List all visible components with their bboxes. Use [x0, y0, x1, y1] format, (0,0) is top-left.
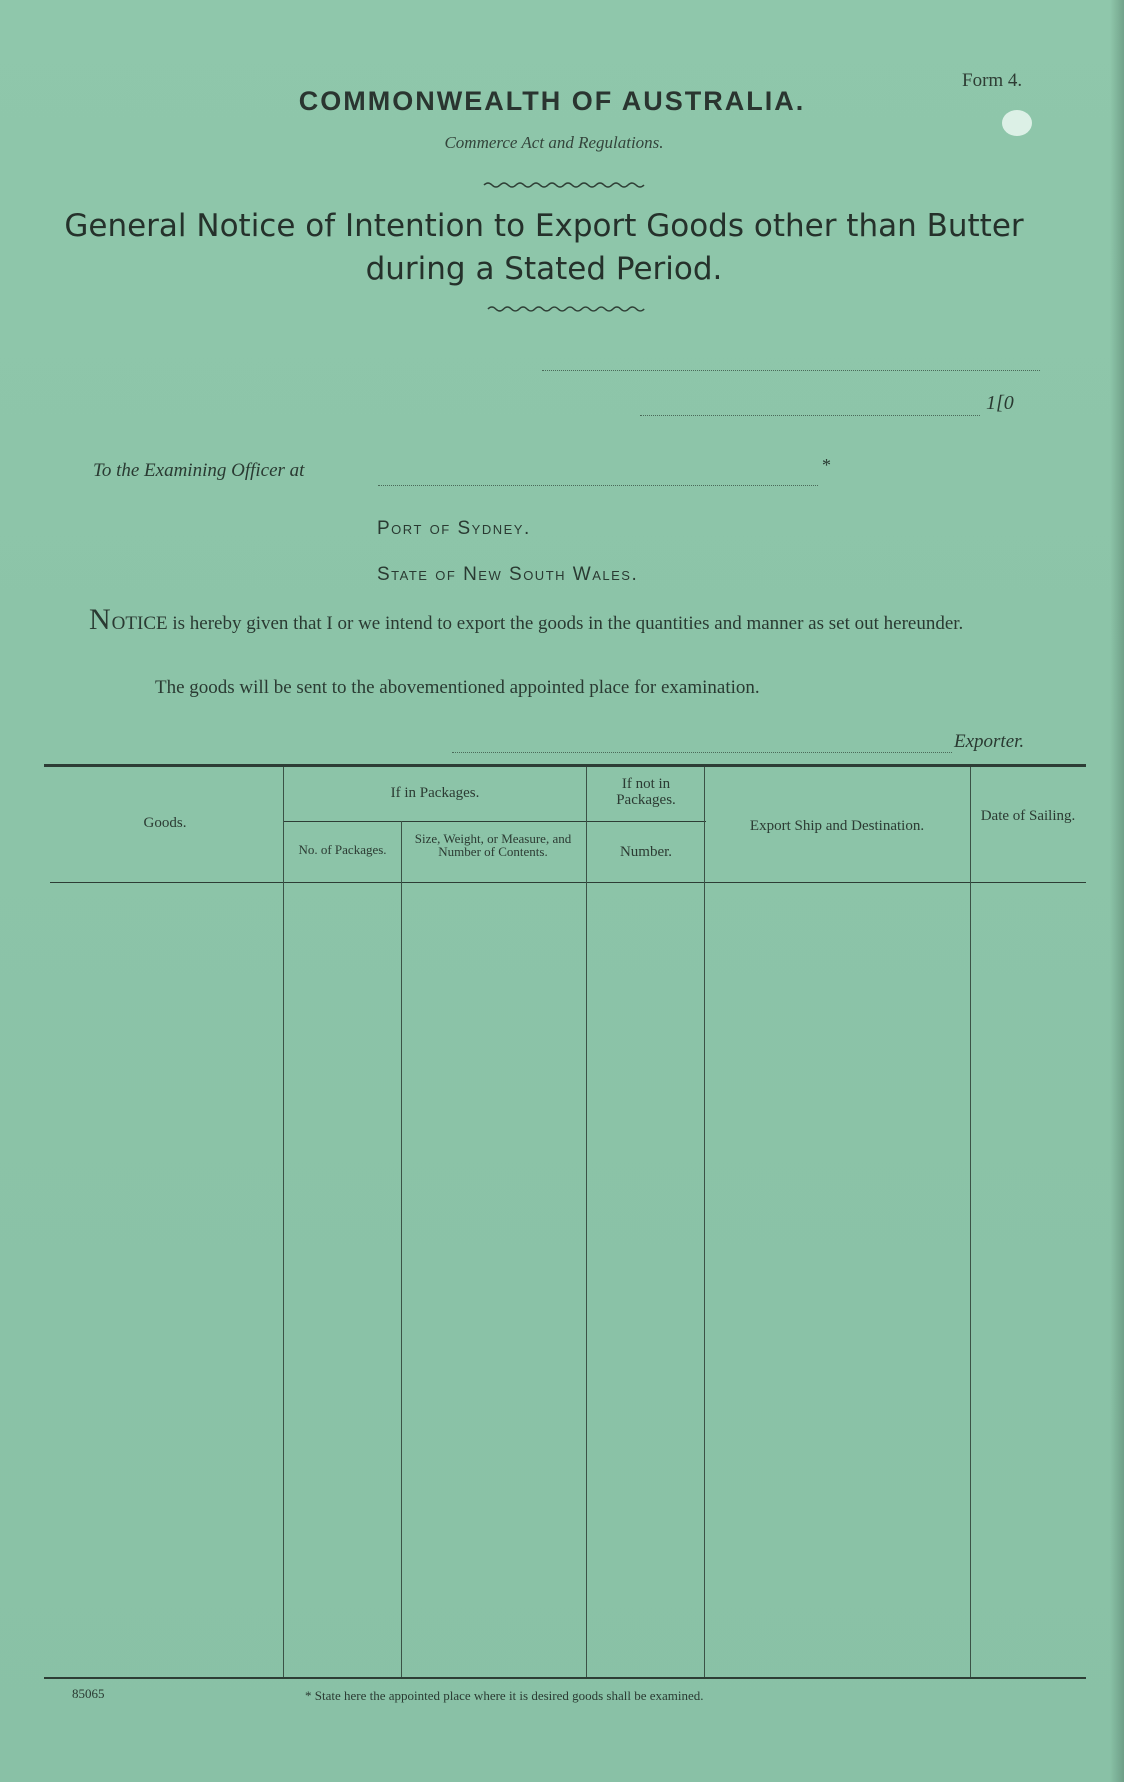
header-export-ship: Export Ship and Destination.: [749, 818, 925, 834]
no-of-packages-cell[interactable]: [285, 884, 400, 1676]
column-divider-3: [586, 767, 587, 1677]
column-divider-5: [970, 767, 971, 1677]
exporter-signature-line[interactable]: [452, 752, 952, 753]
table-header-bottom-rule: [50, 882, 1086, 883]
table-top-rule: [44, 764, 1086, 767]
port-text: Port of Sydney.: [377, 518, 531, 539]
date-year-suffix: 1[0: [986, 392, 1014, 414]
packages-subheader-rule: [284, 821, 706, 822]
form-number: Form 4.: [962, 70, 1023, 91]
heading-line-1: General Notice of Intention to Export Goods other than Butter: [64, 208, 1024, 244]
decorative-wave-rule-2: [486, 304, 652, 314]
address-line[interactable]: [542, 370, 1040, 371]
exporter-label: Exporter.: [954, 731, 1025, 752]
header-number: Number.: [619, 844, 673, 860]
column-divider-2: [401, 821, 402, 1677]
export-ship-cell[interactable]: [706, 884, 969, 1676]
date-of-sailing-cell[interactable]: [972, 884, 1084, 1676]
date-line[interactable]: [640, 415, 980, 416]
notice-drop-cap: N: [89, 603, 112, 636]
header-goods: Goods.: [143, 815, 187, 831]
header-no-of-packages: No. of Packages.: [298, 842, 387, 857]
column-divider-1: [283, 767, 284, 1677]
header-if-in-packages: If in Packages.: [390, 785, 480, 801]
header-size-weight: Size, Weight, or Measure, and Number of Contents.: [414, 831, 572, 859]
notice-paragraph: [89, 603, 1043, 637]
heading-line-2: during a Stated Period.: [365, 251, 723, 287]
to-officer-label: To the Examining Officer at: [93, 460, 305, 481]
decorative-wave-rule: [482, 180, 652, 190]
notice-heading: [0, 205, 1124, 291]
footer-print-number: 85065: [72, 1686, 105, 1701]
header-date-of-sailing: Date of Sailing.: [980, 808, 1076, 824]
goods-column-cell[interactable]: [50, 884, 282, 1676]
country-title-text: COMMONWEALTH OF AUSTRALIA.: [298, 86, 806, 116]
header-if-not-in-packages: If not in Packages.: [616, 776, 676, 808]
goods-sent-text: The goods will be sent to the abovementioned appointed place for examination.: [155, 677, 760, 698]
state-text: State of New South Wales.: [377, 564, 639, 585]
number-cell[interactable]: [588, 884, 703, 1676]
table-bottom-rule: [44, 1677, 1086, 1679]
asterisk-marker: *: [822, 455, 831, 475]
country-title: [0, 86, 1124, 117]
size-weight-cell[interactable]: [403, 884, 585, 1676]
column-divider-4: [704, 767, 705, 1677]
act-subtitle-text: Commerce Act and Regulations.: [444, 133, 664, 152]
examining-place-line[interactable]: [378, 485, 818, 486]
footer-footnote: * State here the appointed place where it is desired goods shall be examined.: [305, 1688, 704, 1703]
act-subtitle: [0, 133, 1124, 153]
notice-text: OTICE is hereby given that I or we intend to export the goods in the quantities and manner as set out hereunder.: [111, 613, 964, 634]
